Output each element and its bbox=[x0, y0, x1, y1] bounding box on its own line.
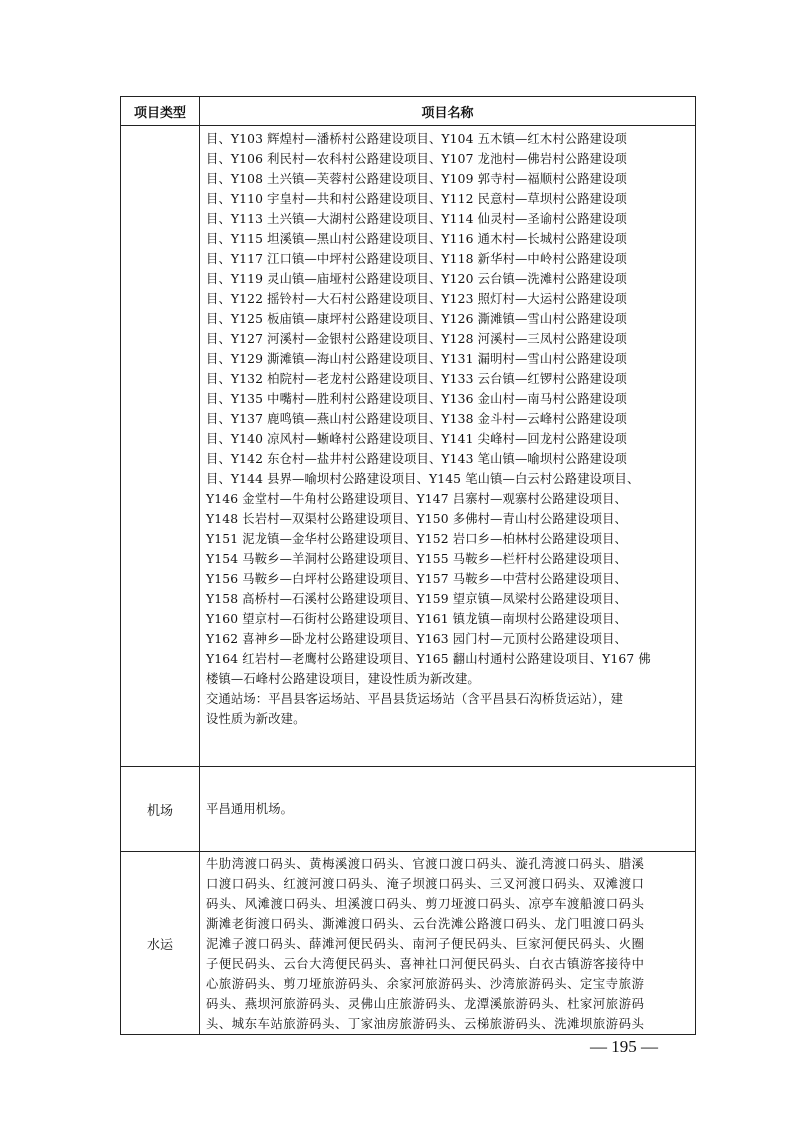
text-line: 目、Y108 土兴镇—芙蓉村公路建设项目、Y109 郭寺村—福顺村公路建设项 bbox=[206, 172, 628, 186]
text-line: 目、Y129 澌滩镇—海山村公路建设项目、Y131 漏明村—雪山村公路建设项 bbox=[206, 352, 628, 366]
text-line: Y158 高桥村—石溪村公路建设项目、Y159 望京镇—凤梁村公路建设项目、 bbox=[206, 592, 628, 606]
text-line: 子便民码头、云台大湾便民码头、喜神社口河便民码头、白衣古镇游客接待中 bbox=[206, 957, 645, 971]
row-type-cell: 水运 bbox=[121, 852, 200, 1035]
text-line: Y160 望京村—石街村公路建设项目、Y161 镇龙镇—南坝村公路建设项目、 bbox=[206, 612, 628, 626]
text-line: 设性质为新改建。 bbox=[206, 712, 306, 726]
header-project-type: 项目类型 bbox=[121, 97, 200, 126]
text-line: 目、Y140 凉风村—蜥峰村公路建设项目、Y141 尖峰村—回龙村公路建设项 bbox=[206, 432, 628, 446]
row-type-cell: 机场 bbox=[121, 767, 200, 852]
text-line: Y162 喜神乡—卧龙村公路建设项目、Y163 园门村—元顶村公路建设项目、 bbox=[206, 632, 628, 646]
row-content-cell bbox=[200, 767, 696, 852]
text-line: 目、Y137 鹿鸣镇—燕山村公路建设项目、Y138 金斗村—云峰村公路建设项 bbox=[206, 412, 628, 426]
text-line: 目、Y142 东仓村—盐井村公路建设项目、Y143 笔山镇—喻坝村公路建设项 bbox=[206, 452, 628, 466]
text-line: 目、Y113 土兴镇—大湖村公路建设项目、Y114 仙灵村—圣谕村公路建设项 bbox=[206, 212, 628, 226]
text-line: 码头、风滩渡口码头、坦溪渡口码头、剪刀垭渡口码头、凉亭车渡船渡口码头 bbox=[206, 897, 645, 911]
text-line: 牛肋湾渡口码头、黄梅溪渡口码头、官渡口渡口码头、漩孔湾渡口码头、腊溪 bbox=[206, 857, 645, 871]
table-row bbox=[121, 852, 696, 1035]
text-line: 目、Y106 利民村—农科村公路建设项目、Y107 龙池村—佛岩村公路建设项 bbox=[206, 152, 628, 166]
text-line: 目、Y135 中嘴村—胜利村公路建设项目、Y136 金山村—南马村公路建设项 bbox=[206, 392, 628, 406]
row-content-cell bbox=[200, 852, 696, 1035]
text-line: 泥滩子渡口码头、薛滩河便民码头、南河子便民码头、巨家河便民码头、火圈 bbox=[206, 937, 645, 951]
text-line: Y154 马鞍乡—羊洞村公路建设项目、Y155 马鞍乡—栏杆村公路建设项目、 bbox=[206, 552, 628, 566]
text-line: 目、Y110 宇皇村—共和村公路建设项目、Y112 民意村—草坝村公路建设项 bbox=[206, 192, 628, 206]
text-line: 目、Y122 摇铃村—大石村公路建设项目、Y123 照灯村—大运村公路建设项 bbox=[206, 292, 628, 306]
text-line: 目、Y132 柏院村—老龙村公路建设项目、Y133 云台镇—红锣村公路建设项 bbox=[206, 372, 628, 386]
header-project-name: 项目名称 bbox=[200, 97, 696, 126]
text-line: 码头、燕坝河旅游码头、灵佛山庄旅游码头、龙潭溪旅游码头、杜家河旅游码 bbox=[206, 997, 645, 1011]
text-line: 目、Y103 辉煌村—潘桥村公路建设项目、Y104 五木镇—红木村公路建设项 bbox=[206, 132, 628, 146]
text-line: 楼镇—石峰村公路建设项目，建设性质为新改建。 bbox=[206, 672, 480, 686]
text-line: 澌滩老街渡口码头、澌滩渡口码头、云台洗滩公路渡口码头、龙门咀渡口码头 bbox=[206, 917, 645, 931]
row-content-cell bbox=[200, 126, 696, 767]
text-line: Y148 长岩村—双渠村公路建设项目、Y150 多佛村—青山村公路建设项目、 bbox=[206, 512, 628, 526]
text-line: 交通站场：平昌县客运场站、平昌县货运场站（含平昌县石沟桥货运站），建 bbox=[206, 692, 624, 706]
text-line: 心旅游码头、剪刀垭旅游码头、余家河旅游码头、沙湾旅游码头、定宝寺旅游 bbox=[206, 977, 645, 991]
text-line: Y151 泥龙镇—金华村公路建设项目、Y152 岩口乡—柏林村公路建设项目、 bbox=[206, 532, 628, 546]
page-number: — 195 — bbox=[590, 1037, 658, 1056]
text-line: Y146 金堂村—牛角村公路建设项目、Y147 吕寨村—观寨村公路建设项目、 bbox=[206, 492, 628, 506]
table-row bbox=[121, 126, 696, 767]
text-line: 目、Y117 江口镇—中坪村公路建设项目、Y118 新华村—中岭村公路建设项 bbox=[206, 252, 628, 266]
text-line: 目、Y127 河溪村—金银村公路建设项目、Y128 河溪村—三凤村公路建设项 bbox=[206, 332, 628, 346]
table-row bbox=[121, 767, 696, 852]
text-line: Y164 红岩村—老鹰村公路建设项目、Y165 翻山村通村公路建设项目、Y167 佛 bbox=[206, 652, 651, 666]
text-line: Y156 马鞍乡—白坪村公路建设项目、Y157 马鞍乡—中营村公路建设项目、 bbox=[206, 572, 628, 586]
project-table bbox=[120, 96, 696, 1035]
text-line: 头、城东车站旅游码头、丁家油房旅游码头、云梯旅游码头、洗滩坝旅游码头 bbox=[206, 1017, 645, 1031]
row-type-cell bbox=[121, 126, 200, 767]
text-line: 目、Y125 板庙镇—康坪村公路建设项目、Y126 澌滩镇—雪山村公路建设项 bbox=[206, 312, 628, 326]
text-line: 目、Y144 县界—喻坝村公路建设项目、Y145 笔山镇—白云村公路建设项目、 bbox=[206, 472, 640, 486]
text-line: 目、Y115 坦溪镇—黑山村公路建设项目、Y116 通木村—长城村公路建设项 bbox=[206, 232, 628, 246]
text-line: 平昌通用机场。 bbox=[206, 802, 294, 816]
text-line: 目、Y119 灵山镇—庙垭村公路建设项目、Y120 云台镇—洗滩村公路建设项 bbox=[206, 272, 628, 286]
text-line: 口渡口码头、红渡河渡口码头、淹子坝渡口码头、三叉河渡口码头、双滩渡口 bbox=[206, 877, 645, 891]
table-header-row bbox=[121, 97, 696, 126]
